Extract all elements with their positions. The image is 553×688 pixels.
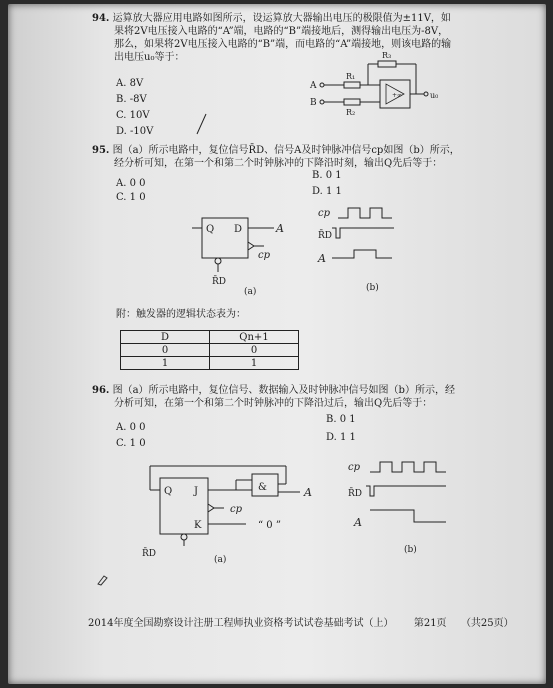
timing-a-label: A: [318, 252, 326, 265]
resistor-r2: [344, 99, 360, 105]
q96-option-c: C. 1 0: [116, 438, 146, 449]
and-symbol: &: [258, 482, 267, 493]
q-pin-label: Q: [164, 486, 173, 497]
resistor-r3: [378, 61, 396, 67]
fig-a-caption: (a): [214, 555, 227, 565]
q96-jk-figure: [136, 458, 324, 566]
timing-rd-label: R̄D: [348, 489, 362, 499]
q95-option-c: C. 1 0: [116, 192, 146, 203]
q95-line2: 经分析可知，在第一个和第二个时钟脉冲的下降沿时刻，输出Q先后等于：: [114, 158, 443, 169]
q94-option-d: D. -10V: [116, 126, 154, 137]
timing-cp-label: cp: [318, 208, 331, 219]
resistor-r1: [344, 82, 360, 88]
truth-table-header: [121, 331, 299, 344]
rd-waveform: [366, 486, 446, 496]
cp-waveform: [338, 208, 392, 218]
opamp-circuit: [308, 50, 438, 120]
timing-cp-label: cp: [348, 462, 361, 473]
fig-a-caption: (a): [244, 287, 257, 297]
timing-a-label: A: [354, 516, 362, 529]
input-a-label: A: [304, 486, 312, 499]
q96-timing-figure: [340, 452, 470, 560]
reset-label: R̄D: [142, 549, 156, 559]
exam-page: [8, 4, 546, 684]
q94-option-b: B. -8V: [116, 94, 147, 105]
r3-label: R₃: [382, 51, 392, 60]
q96-line1: 图（a）所示电路中，复位信号、数据输入及时钟脉冲信号如图（b）所示，经: [112, 385, 455, 396]
q95-text: [92, 144, 542, 170]
q94-option-c: C. 10V: [116, 110, 150, 121]
cell: 1: [210, 357, 299, 370]
q96-option-b: B. 0 1: [326, 414, 356, 425]
r1-label: R₁: [346, 72, 356, 81]
a-waveform: [370, 510, 446, 522]
q94-line2: 果将2V电压接入电路的“A”端，电路的“B”端接地后，测得输出电压为-8V，: [114, 26, 449, 37]
q95-flipflop-figure: [188, 212, 298, 298]
q96-option-a: A. 0 0: [116, 422, 146, 433]
q96-option-d: D. 1 1: [326, 432, 356, 443]
q96-number: 96.: [92, 385, 110, 396]
a-waveform: [332, 250, 392, 258]
q94-number: 94.: [92, 13, 110, 24]
cell: 0: [121, 344, 210, 357]
handwritten-mark: [194, 112, 208, 136]
terminal-a-label: A: [310, 81, 317, 91]
header-qn1: Qn+1: [210, 331, 299, 344]
footer-total-pages: （共25页）: [460, 618, 514, 629]
fig-b-caption: (b): [404, 545, 417, 555]
zero-label: “ 0 ”: [258, 520, 281, 531]
cp-waveform: [370, 462, 446, 472]
opamp-symbol: +∞: [392, 92, 403, 99]
q95-line1: 图（a）所示电路中，复位信号R̄D、信号A及时钟脉冲信号cp如图（b）所示，: [112, 145, 460, 156]
q95-option-b: B. 0 1: [312, 170, 342, 181]
q94-line3: 那么，如果将2V电压接入电路的“B”端，而电路的“A”端接地，则该电路的输: [114, 39, 452, 50]
timing-rd-label: R̄D: [318, 231, 332, 241]
truth-table: [120, 330, 299, 370]
r2-label: R₂: [346, 108, 356, 117]
footer-page-number: 第21页: [413, 618, 447, 629]
table-intro: 附：触发器的逻辑状态表为：: [116, 309, 246, 320]
footer-title: 2014年度全国勘察设计注册工程师执业资格考试试卷基础考试（上）: [88, 618, 394, 629]
truth-table-row: [121, 344, 299, 357]
terminal-b-label: B: [310, 98, 317, 108]
q96-line2: 分析可知，在第一个和第二个时钟脉冲的下降沿过后，输出Q先后等于：: [114, 398, 433, 409]
q94-line1: 运算放大器应用电路如图所示，设运算放大器输出电压的极限值为±11V，如: [112, 13, 451, 24]
page-footer: [88, 614, 548, 629]
reset-label: R̄D: [212, 277, 226, 287]
q95-option-d: D. 1 1: [312, 186, 342, 197]
cell: 0: [210, 344, 299, 357]
q95-timing-figure: [306, 200, 426, 296]
cell: 1: [121, 357, 210, 370]
q94-line4: 出电压u₀等于：: [114, 52, 185, 63]
input-a-label: A: [276, 222, 284, 235]
pencil-mark-icon: [96, 572, 110, 586]
k-pin-label: K: [194, 520, 202, 531]
header-d: D: [121, 331, 210, 344]
q94-option-a: A. 8V: [116, 78, 144, 89]
rd-waveform: [332, 228, 394, 238]
q95-option-a: A. 0 0: [116, 178, 146, 189]
cp-label: cp: [230, 504, 243, 515]
j-pin-label: J: [194, 486, 199, 497]
fig-b-caption: (b): [366, 283, 379, 293]
q-pin-label: Q: [206, 224, 215, 235]
truth-table-row: [121, 357, 299, 370]
output-label: u₀: [430, 91, 438, 100]
d-pin-label: D: [234, 224, 243, 235]
cp-label: cp: [258, 250, 271, 261]
q95-number: 95.: [92, 145, 110, 156]
q96-text: [92, 384, 542, 410]
